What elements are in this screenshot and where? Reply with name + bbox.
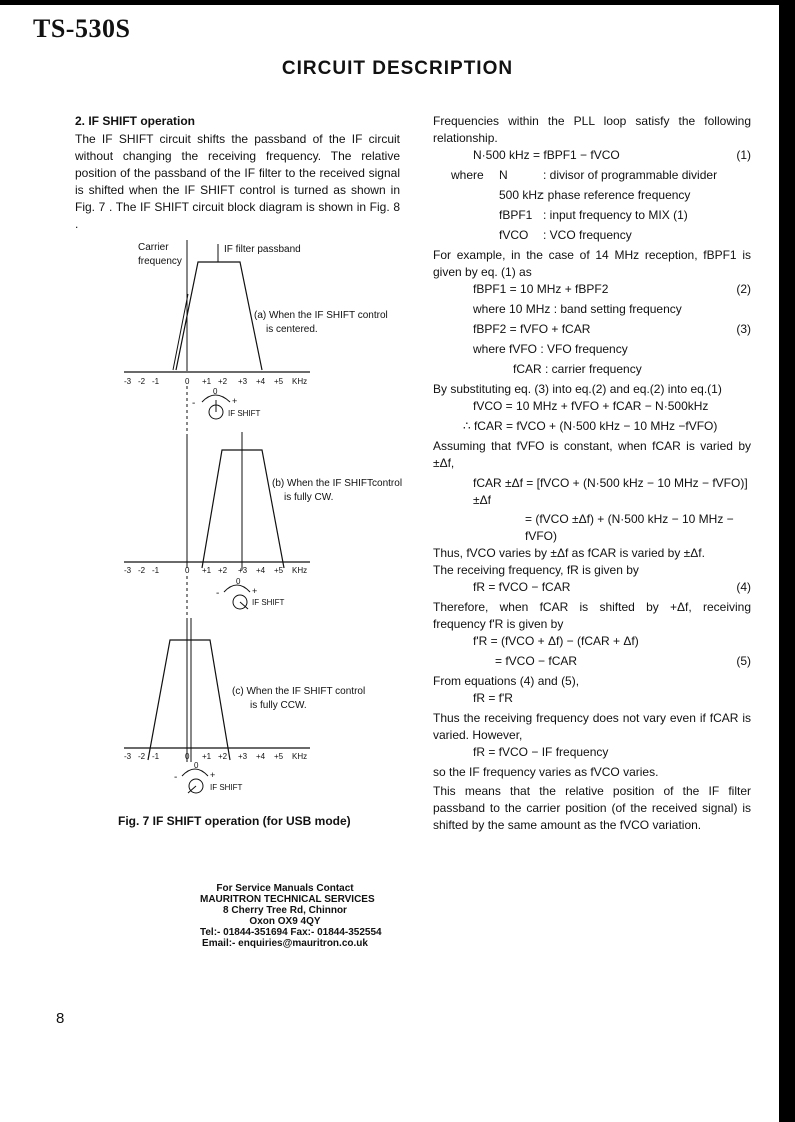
svg-text:+5: +5 [274, 377, 284, 386]
contact-line: For Service Manuals Contact [216, 883, 354, 894]
if-shift-label: IF SHIFT [252, 598, 285, 607]
equation-2: fBPF1 = 10 MHz + fBPF2 (2) [473, 282, 751, 296]
if-shift-label: IF SHIFT [210, 783, 243, 792]
means-text: This means that the relative position of the IF filter passband to the carrier position (of the received signal) is shifted by the same amount as the fVCO variation. [433, 784, 751, 832]
caption-b: (b) When the IF SHIFTcontrol [272, 478, 403, 489]
from-text: From equations (4) and (5), [433, 674, 580, 688]
contact-line: Email:- enquiries@mauritron.co.uk [202, 938, 368, 949]
svg-text:-: - [192, 398, 196, 409]
where-n: where N : divisor of programmable divider [451, 168, 718, 182]
svg-text:-2: -2 [138, 377, 146, 386]
svg-text:KHz: KHz [292, 752, 308, 761]
axis-ticks-b [124, 566, 307, 575]
if-shift-figure [118, 236, 418, 816]
contact-line: 8 Cherry Tree Rd, Chinnor [223, 905, 347, 916]
therefore-text: Therefore, when fCAR is shifted by +Δf, receiving frequency f'R is given by [433, 600, 751, 631]
axis-ticks-c [124, 752, 307, 761]
passband-shape-c [148, 640, 230, 760]
equation-3-where: where fVFO : VFO frequency [473, 342, 628, 356]
right-border [779, 0, 795, 1122]
svg-text:0: 0 [194, 761, 199, 770]
figure-caption: Fig. 7 IF SHIFT operation (for USB mode) [118, 814, 351, 828]
equation-3: fBPF2 = fVFO + fCAR (3) [473, 322, 751, 336]
equation-5a: f'R = (fVCO + Δf) − (fCAR + Δf) [473, 634, 639, 648]
equation-delta-2: = (fVCO ±Δf) + (N·500 kHz − 10 MHz − fVFO) [525, 512, 734, 543]
top-border [0, 0, 795, 5]
equation-vco: fVCO = 10 MHz + fVFO + fCAR − N·500kHz [473, 399, 709, 413]
so-text: so the IF frequency varies as fVCO varies. [433, 765, 659, 779]
equation-4: fR = fVCO − fCAR (4) [473, 580, 751, 594]
page-number: 8 [56, 1010, 65, 1027]
svg-text:+2: +2 [218, 566, 228, 575]
svg-text:-1: -1 [152, 377, 160, 386]
equation-3-where: fCAR : carrier frequency [513, 362, 642, 376]
svg-text:+3: +3 [238, 377, 248, 386]
contact-line: Oxon OX9 4QY [249, 916, 321, 927]
contact-block [200, 883, 382, 949]
intro-text: Frequencies within the PLL loop satisfy the following relationship. [433, 114, 751, 145]
where-fvco: fVCO : VCO frequency [499, 228, 632, 242]
carrier-slope [173, 294, 188, 370]
caption-a: (a) When the IF SHIFT control [254, 310, 388, 321]
svg-text:-1: -1 [152, 566, 160, 575]
if-shift-knob-icon [216, 577, 285, 609]
page-title: CIRCUIT DESCRIPTION [281, 58, 514, 79]
section-heading: 2. IF SHIFT operation [75, 114, 196, 128]
svg-text:+5: +5 [274, 752, 284, 761]
svg-text:+1: +1 [202, 752, 212, 761]
passband-shape-b [202, 450, 284, 568]
svg-text:KHz: KHz [292, 566, 308, 575]
svg-text:+: + [210, 770, 216, 780]
svg-text:+3: +3 [238, 566, 248, 575]
equation-6: fR = f'R [473, 691, 513, 705]
right-column [433, 113, 751, 834]
svg-text:+: + [232, 396, 238, 406]
svg-text:+2: +2 [218, 377, 228, 386]
svg-text:0: 0 [236, 577, 241, 586]
svg-text:+: + [252, 586, 258, 596]
thus-2-text: Thus the receiving frequency does not vary even if fCAR is varied. However, [433, 711, 751, 742]
caption-c: (c) When the IF SHIFT control [232, 686, 366, 697]
svg-text:-1: -1 [152, 752, 160, 761]
svg-text:+4: +4 [256, 566, 266, 575]
caption-b: is fully CW. [284, 492, 334, 503]
svg-text:-2: -2 [138, 566, 146, 575]
svg-text:-2: -2 [138, 752, 146, 761]
receiving-text: The receiving frequency, fR is given by [433, 563, 639, 577]
svg-text:+4: +4 [256, 752, 266, 761]
if-shift-label: IF SHIFT [228, 409, 261, 418]
svg-text:-3: -3 [124, 377, 132, 386]
svg-text:+1: +1 [202, 377, 212, 386]
passband-shape-a [176, 262, 262, 370]
substitute-text: By substituting eq. (3) into eq.(2) and eq.(2) into eq.(1) [433, 382, 722, 396]
equation-2-where: where 10 MHz : band setting frequency [473, 302, 682, 316]
contact-line: MAURITRON TECHNICAL SERVICES [200, 894, 375, 905]
svg-text:+1: +1 [202, 566, 212, 575]
if-shift-knob-icon [192, 387, 261, 419]
right-border-notch [779, 298, 785, 348]
axis-ticks-a [124, 377, 307, 386]
equation-1: N·500 kHz = fBPF1 − fVCO (1) [473, 148, 751, 162]
svg-text:+3: +3 [238, 752, 248, 761]
svg-text:-3: -3 [124, 752, 132, 761]
assume-text: Assuming that fVFO is constant, when fCAR is varied by ±Δf, [433, 439, 751, 470]
carrier-label: Carrier [138, 242, 169, 253]
svg-text:KHz: KHz [292, 377, 308, 386]
thus-text: Thus, fVCO varies by ±Δf as fCAR is varied by ±Δf. [433, 546, 705, 560]
svg-text:0: 0 [185, 566, 190, 575]
equation-delta-1: fCAR ±Δf = [fVCO + (N·500 kHz − 10 MHz − fVFO)] ±Δf [473, 476, 748, 507]
svg-text:0: 0 [185, 752, 190, 761]
model-number: TS-530S [33, 14, 131, 43]
svg-text:-3: -3 [124, 566, 132, 575]
svg-text:+2: +2 [218, 752, 228, 761]
section-paragraph: The IF SHIFT circuit shifts the passband of the IF circuit without changing the receiving frequency. The relative position of the passband of the IF filter to the received signal is shifted when the IF SHIFT control is turned as shown in Fig. 7 . The IF SHIFT circuit block diagram is shown in Fig. 8 . [75, 132, 400, 231]
svg-text:0: 0 [185, 377, 190, 386]
equation-5b: = fVCO − fCAR (5) [495, 654, 751, 668]
if-shift-knob-icon [174, 761, 243, 793]
svg-text:+4: +4 [256, 377, 266, 386]
equation-car: ∴ fCAR = fVCO + (N·500 kHz − 10 MHz −fVFO) [463, 419, 718, 433]
caption-c: is fully CCW. [250, 700, 307, 711]
passband-label: IF filter passband [224, 244, 301, 255]
caption-a: is centered. [266, 324, 318, 335]
equation-7: fR = fVCO − IF frequency [473, 745, 609, 759]
svg-text:-: - [216, 588, 220, 599]
contact-line: Tel:- 01844-351694 Fax:- 01844-352554 [200, 927, 382, 938]
left-column [75, 113, 400, 233]
svg-text:0: 0 [213, 387, 218, 396]
svg-text:+5: +5 [274, 566, 284, 575]
svg-text:-: - [174, 772, 178, 783]
where-fbpf1: fBPF1 : input frequency to MIX (1) [499, 208, 688, 222]
where-500: 500 kHz : phase reference frequency [499, 188, 691, 202]
example-text: For example, in the case of 14 MHz reception, fBPF1 is given by eq. (1) as [433, 248, 751, 279]
carrier-label: frequency [138, 256, 182, 267]
